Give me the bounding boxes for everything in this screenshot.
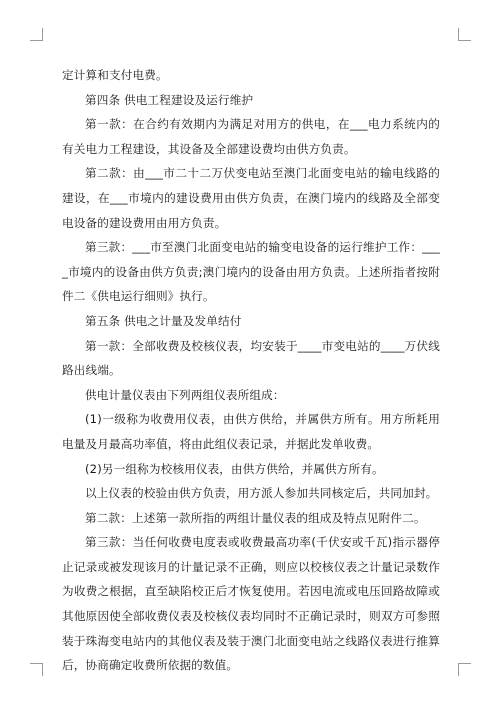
metering-intro: 供电计量仪表由下列两组仪表所组成： [85,387,285,402]
crop-mark-top-left [30,28,43,41]
metering-item-2: (2)另一组称为校核用仪表，由供方供给，并属供方所有。 [85,461,384,476]
article-5-heading: 第五条 供电之计量及发单结付 [85,313,242,328]
article-4-clause-1: 第一款：在合约有效期内为满足对用方的供电，在___电力系统内的有关电力工程建设，其设备及全部建设费均由供方负责。 [62,117,440,156]
article-4-clause-3: 第三款：___市至澳门北面变电站的输变电设备的运行维护工作：____市境内的设备由供方负责;澳门境内的设备由用方负责。上述所指者按附件二《供电运行细则》执行。 [62,240,440,304]
document-body [62,63,440,678]
calibration-note: 以上仪表的校验由供方负责，用方派人参加共同核定后，共同加封。 [85,486,438,501]
metering-item-1: (1)一级称为收费用仪表，由供方供给，并属供方所有。用方所耗用电量及月最高功率值，将由此组仪表记录，并据此发单收费。 [62,412,440,451]
article-4-clause-2: 第二款：由___市二十二万伏变电站至澳门北面变电站的输电线路的建设，在___市境内的建设费用由供方负责，在澳门境内的线路及全部变电设备的建设费用由用方负责。 [62,166,440,230]
crop-mark-bottom-right [458,663,471,676]
article-4-heading: 第四条 供电工程建设及运行维护 [85,92,254,107]
paragraph-continuation: 定计算和支付电费。 [62,68,168,82]
crop-mark-top-right [458,28,471,41]
article-5-clause-3: 第三款：当任何收费电度表或收费最高功率(千伏安或千瓦)指示器停止记录或被发现该月的计量记录不正确，则应以校核仪表之计量记录数作为收费之根据，直至缺陷校正后才恢复使用。若因电流或电压回路故障或其他原因使全部收费仪表及校核仪表均同时不正确记录时，则双方可参照装于珠海变电站内的其他仪表及装于澳门北面变电站之线路仪表进行推算后，协商确定收费所依据的数值。 [62,535,440,673]
article-5-clause-1: 第一款：全部收费及校核仪表，均安装于____市变电站的____万伏线路出线端。 [62,338,440,378]
crop-mark-bottom-left [30,663,43,676]
article-5-clause-2: 第二款：上述第一款所指的两组计量仪表的组成及特点见附件二。 [85,510,426,525]
